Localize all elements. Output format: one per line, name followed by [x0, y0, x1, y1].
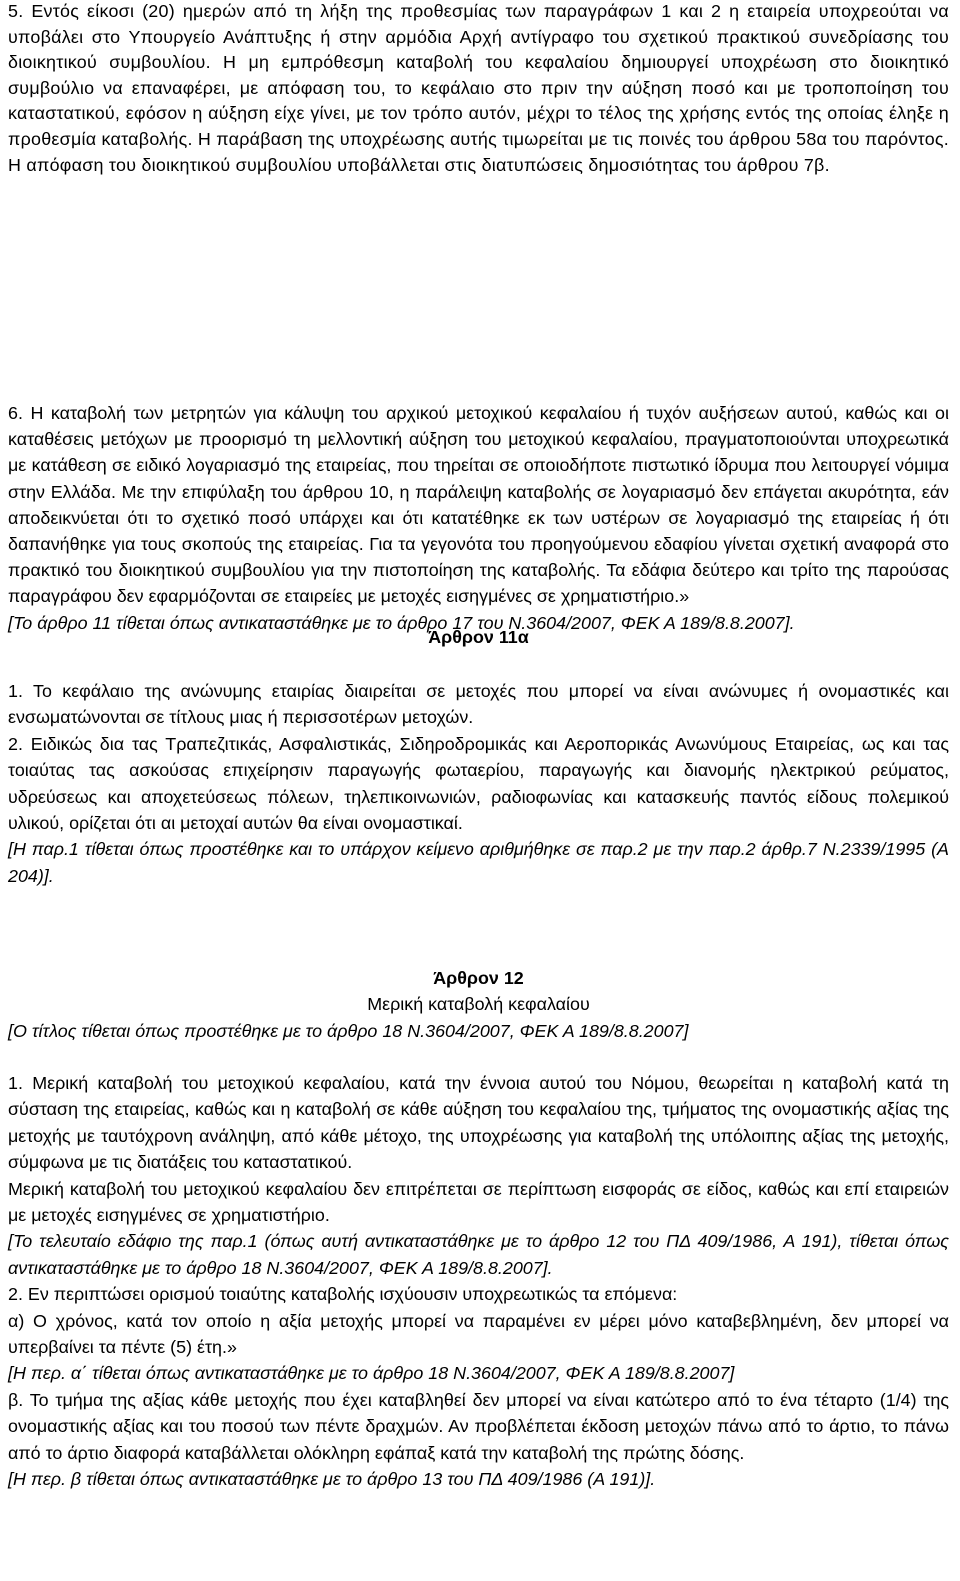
article-12-heading: Άρθρον 12 — [433, 968, 524, 988]
section-paragraph-5 — [8, 0, 949, 178]
article-12-title-note: [Ο τίτλος τίθεται όπως προστέθηκε με το άρθρο 18 Ν.3604/2007, ΦΕΚ Α 189/8.8.2007] — [8, 1020, 689, 1041]
article-12-body — [8, 1070, 949, 1493]
article-12-paragraph-2: 2. Εν περιπτώσει ορισμού τοιαύτης καταβολής ισχύουσιν υποχρεωτικώς τα επόμενα: — [8, 1284, 678, 1305]
article-11a-paragraph-2: 2. Ειδικώς δια τας Τραπεζιτικάς, Ασφαλιστικάς, Σιδηροδρομικάς και Αεροπορικάς Ανωνύμους Εταιρείας, ως και τας τοιαύτας τας ασκούσας επιχείρησιν παραγωγής φωταερίου, παραγωγής και διανομής ηλεκτρικού ρεύματος, υδρεύσεως και αποχετεύσεως πόλεων, τηλεπικοινωνιών, ραδιοφωνίας και κατασκευής παντός είδους πολεμικού υλικού, ορίζεται ότι αι μετοχαί αυτών θα είναι ονομαστικαί. — [8, 733, 949, 834]
paragraph-5: 5. Εντός είκοσι (20) ημερών από τη λήξη της προθεσμίας των παραγράφων 1 και 2 η εταιρεία υποχρεούται να υποβάλει στο Υπουργείο Ανάπτυξης ή στην αρμόδια Αρχή αντίγραφο του σχετικού πρακτικού συνεδρίασης του διοικητικού συμβουλίου. Η μη εμπρόθεσμη καταβολή του κεφαλαίου δημιουργεί υποχρέωση στο διοικητικό συμβούλιο να επαναφέρει, με απόφαση του, το κεφάλαιο στο πριν την αύξηση ποσό και με τροποποίηση του καταστατικού, εφόσον η αύξηση είχε γίνει, με τον τρόπο αυτόν, μέχρι το τέλος της χρήσης εντός της οποίας έληξε η προθεσμία καταβολής. Η παράβαση της υποχρέωσης αυτής τιμωρείται με τις ποινές του άρθρου 58α του παρόντος. Η απόφαση του διοικητικού συμβουλίου υποβάλλεται στις διατυπώσεις δημοσιότητας του άρθρου 7β. — [8, 1, 949, 175]
article-12-note-1: [Το τελευταίο εδάφιο της παρ.1 (όπως αυτή αντικαταστάθηκε με το άρθρο 12 του ΠΔ 409/1986, Α 191), τίθεται όπως αντικαταστάθηκε με το άρθρο 18 Ν.3604/2007, ΦΕΚ Α 189/8.8.2007]. — [8, 1231, 949, 1278]
paragraph-6: 6. Η καταβολή των μετρητών για κάλυψη του αρχικού μετοχικού κεφαλαίου ή τυχόν αυξήσεων αυτού, καθώς και οι καταθέσεις μετόχων με προορισμό τη μελλοντική αύξηση του μετοχικού κεφαλαίου, πραγματοποιούνται υποχρεωτικά με κατάθεση σε ειδικό λογαριασμό της εταιρείας, που τηρείται σε οποιοδήποτε πιστωτικό ίδρυμα που λειτουργεί νόμιμα στην Ελλάδα. Με την επιφύλαξη του άρθρου 10, η παράλειψη καταβολής σε λογαριασμό δεν επάγεται ακυρότητα, εάν αποδεικνύεται ότι το σχετικό ποσό υπάρχει και ότι κατατέθηκε εκ των υστέρων σε λογαριασμό της εταιρείας ή ότι δαπανήθηκε για τους σκοπούς της εταιρείας. Για τα γεγονότα του προηγούμενου εδαφίου γίνεται σχετική αναφορά στο πρακτικό του διοικητικού συμβουλίου για την πιστοποίηση της καταβολής. Τα εδάφια δεύτερο και τρίτο της παρούσας παραγράφου δεν εφαρμόζονται σε εταιρείες με μετοχές εισηγμένες σε χρηματιστήριο.» — [8, 403, 949, 607]
article-12-paragraph-2a: α) Ο χρόνος, κατά τον οποίο η αξία μετοχής μπορεί να παραμένει εν μέρει μόνο καταβεβλημένη, δεν μπορεί να υπερβαίνει τα πέντε (5) έτη.» — [8, 1310, 949, 1358]
article-12-paragraph-1b: Μερική καταβολή του μετοχικού κεφαλαίου δεν επιτρέπεται σε περίπτωση εισφοράς σε είδος, καθώς και επί εταιρειών με μετοχές εισηγμένες σε χρηματιστήριο. — [8, 1178, 949, 1226]
section-paragraph-6 — [8, 400, 949, 636]
article-12-header — [8, 965, 949, 1044]
article-11a-paragraph-1: 1. Το κεφάλαιο της ανώνυμης εταιρίας διαιρείται σε μετοχές που μπορεί να είναι ανώνυμες ή ονομαστικές και ενσωματώνονται σε τίτλους μιας ή περισσοτέρων μετοχών. — [8, 681, 949, 728]
article-12-paragraph-2b: β. Το τμήμα της αξίας κάθε μετοχής που έχει καταβληθεί δεν μπορεί να είναι κατώτερο από το ένα τέταρτο (1/4) της ονομαστικής αξίας και του ποσού των πέντε δραχμών. Αν προβλέπεται έκδοση μετοχών πάνω από το άρτιο, το πάνω από το άρτιο διαφορά καταβάλλεται ολόκληρη εφάπαξ κατά την καταβολή της πρώτης δόσης. — [8, 1389, 949, 1463]
article-11a-body — [8, 678, 949, 889]
article-11a-heading: Άρθρον 11α — [428, 627, 529, 647]
article-11a-note: [Η παρ.1 τίθεται όπως προστέθηκε και το υπάρχον κείμενο αριθμήθηκε σε παρ.2 με την παρ.2 άρθρ.7 Ν.2339/1995 (Α 204)]. — [8, 839, 949, 886]
article-12-note-2a: [Η περ. α΄ τίθεται όπως αντικαταστάθηκε με το άρθρο 18 Ν.3604/2007, ΦΕΚ Α 189/8.8.2007] — [8, 1363, 735, 1384]
article-12-note-2b: [Η περ. β τίθεται όπως αντικαταστάθηκε με το άρθρο 13 του ΠΔ 409/1986 (Α 191)]. — [8, 1469, 656, 1490]
article-12-paragraph-1: 1. Μερική καταβολή του μετοχικού κεφαλαίου, κατά την έννοια αυτού του Νόμου, θεωρείται η καταβολή κατά τη σύσταση της εταιρείας, καθώς και η καταβολή σε κάθε αύξηση του κεφαλαίου της, τμήματος της ονομαστικής αξίας της μετοχής με ταυτόχρονη ανάληψη, από κάθε μέτοχο, της υποχρέωσης για καταβολή της υπόλοιπης αξίας της μετοχής, σύμφωνα με τις διατάξεις του καταστατικού. — [8, 1073, 949, 1173]
article-11-note: [Το άρθρο 11 τίθεται όπως αντικαταστάθηκε με το άρθρο 17 του Ν.3604/2007, ΦΕΚ Α 189/8.8.2007]. — [8, 612, 795, 633]
article-11a — [8, 624, 949, 650]
article-12-subtitle: Μερική καταβολή κεφαλαίου — [367, 994, 590, 1015]
